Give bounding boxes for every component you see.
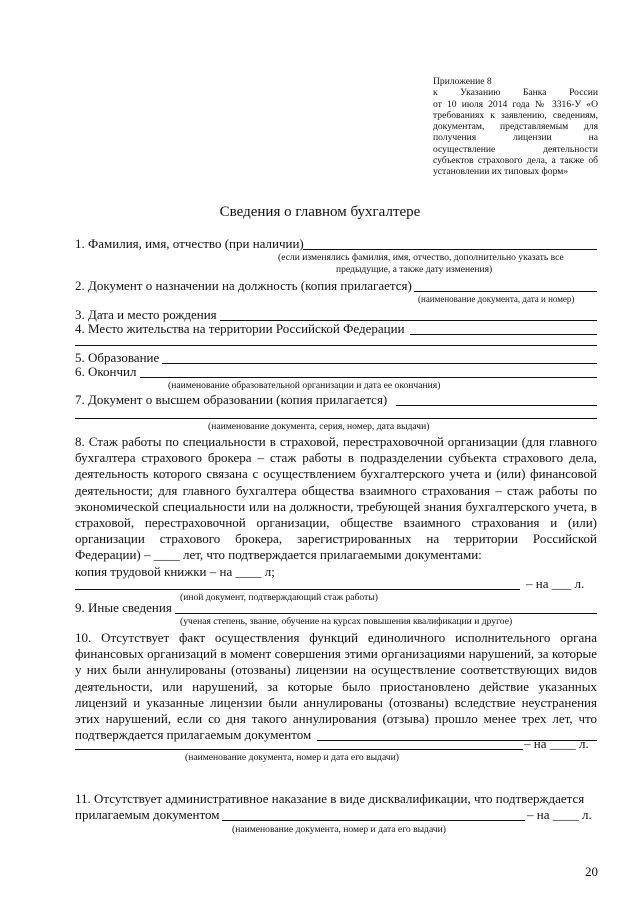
item-8-line: деятельности; для главного бухгалтера общества взаимного страхования – стаж работы по bbox=[75, 482, 597, 498]
item-10-line: у них были аннулированы (отозваны) лицензии на осуществление соответствующих видов bbox=[75, 662, 597, 678]
item-4-label: 4. Место жительства на территории Российской Федерации bbox=[75, 321, 405, 336]
item-7-label: 7. Документ о высшем образовании (копия прилагается) bbox=[75, 392, 388, 407]
item-10-line: этих нарушений, если со дня такого аннулирования (отзыва) прошло менее трех лет, что bbox=[75, 711, 597, 727]
item-3-label: 3. Дата и место рождения bbox=[75, 307, 217, 322]
item-10-line: финансовых организаций в момент совершения этими организациями нарушений, за которые bbox=[75, 646, 597, 662]
item-8-line: бухгалтера страхового брокера – стаж работы в подразделении субъекта страхового дела, bbox=[75, 450, 597, 466]
item-10-line: лицензий и указанные лицензии были аннулированы (отозваны) вследствие неустранения bbox=[75, 694, 597, 710]
item-2-label: 2. Документ о назначении на должность (копия прилагается) bbox=[75, 278, 412, 293]
page-title: Сведения о главном бухгалтере bbox=[219, 204, 421, 220]
item-7-hint: (наименование документа, серия, номер, дата выдачи) bbox=[208, 421, 430, 432]
item-11-label: 11. Отсутствует административное наказание в виде дисквалификации, что подтверждается bbox=[75, 791, 585, 806]
appendix-line: осуществление деятельности bbox=[433, 143, 598, 155]
item-4-field-extra[interactable] bbox=[75, 345, 597, 346]
item-1-field[interactable] bbox=[303, 249, 597, 250]
item-10-sheets: – на ____ л. bbox=[524, 736, 589, 751]
item-9-field[interactable] bbox=[175, 613, 597, 614]
appendix-line: от 10 июля 2014 года № 3316-У «О bbox=[433, 98, 598, 110]
item-7-field[interactable] bbox=[396, 405, 597, 406]
item-10-line: подтверждается прилагаемым документом bbox=[75, 727, 312, 743]
item-2-hint: (наименование документа, дата и номер) bbox=[418, 294, 575, 304]
item-8-line: Федерации) – ____ лет, что подтверждается прилагаемыми документами: bbox=[75, 547, 482, 563]
item-1-hint: (если изменялись фамилия, имя, отчество, дополнительно указать все bbox=[278, 252, 564, 263]
item-4-field[interactable] bbox=[410, 334, 597, 335]
appendix-header bbox=[433, 76, 598, 178]
item-10-paragraph bbox=[75, 630, 597, 743]
appendix-line: получения лицензии на bbox=[433, 132, 598, 144]
item-11-hint: (наименование документа, номер и дата его выдачи) bbox=[232, 824, 446, 835]
item-6-field[interactable] bbox=[140, 377, 597, 378]
page-number: 20 bbox=[585, 864, 598, 879]
item-6-hint: (наименование образовательной организации и дата ее окончания) bbox=[168, 380, 441, 391]
item-11-label-2: прилагаемым документом bbox=[75, 807, 220, 822]
item-2-field[interactable] bbox=[414, 291, 597, 292]
appendix-line: установлении их типовых форм» bbox=[433, 166, 569, 178]
item-9-label: 9. Иные сведения bbox=[75, 600, 172, 615]
item-8-copy-label: копия трудовой книжки – на ____ л; bbox=[75, 564, 275, 579]
item-8-line: организации страхового брокера, зарегистрированных на территории Российской bbox=[75, 531, 597, 547]
appendix-line: субъектов страхового дела, а также об bbox=[433, 155, 598, 167]
appendix-line: документам, представляемым для bbox=[433, 121, 598, 133]
item-6-label: 6. Окончил bbox=[75, 364, 137, 379]
item-11-field[interactable] bbox=[222, 820, 525, 821]
appendix-line: к Указанию Банка России bbox=[433, 87, 598, 99]
item-7-field-extra[interactable] bbox=[75, 418, 597, 419]
item-9-hint: (ученая степень, звание, обучение на курсах повышения квалификации и другое) bbox=[180, 616, 513, 627]
item-1-hint: предыдущие, а также дату изменения) bbox=[336, 264, 493, 275]
item-8-line: экономической специальности или на должности, требующей знания бухгалтерского учета, в bbox=[75, 498, 597, 514]
item-8-line: страховой, перестраховочной организации, обществе взаимного страхования и (или) bbox=[75, 515, 597, 531]
item-8-hint: (иной документ, подтверждающий стаж работы) bbox=[180, 592, 378, 603]
item-8-sheets: – на ___ л. bbox=[526, 576, 585, 591]
appendix-line: требованиях к заявлению, сведениям, bbox=[433, 109, 598, 121]
item-8-line: 8. Стаж работы по специальности в страховой, перестраховочной организации (для главного bbox=[75, 434, 597, 449]
item-10-line: деятельности, или нарушений, за которые было приостановлено действие указанных bbox=[75, 678, 597, 694]
item-8-doc-field[interactable] bbox=[75, 589, 520, 590]
appendix-line: Приложение 8 bbox=[433, 76, 492, 87]
item-5-label: 5. Образование bbox=[75, 350, 160, 365]
item-10-hint: (наименование документа, номер и дата его выдачи) bbox=[185, 752, 399, 763]
item-10-field-extra[interactable] bbox=[75, 749, 523, 750]
item-1-label: 1. Фамилия, имя, отчество (при наличии) bbox=[75, 236, 304, 251]
item-11-sheets: – на ____ л. bbox=[527, 807, 592, 822]
item-10-line: 10. Отсутствует факт осуществления функций единоличного исполнительного органа bbox=[75, 630, 597, 645]
item-8-paragraph bbox=[75, 434, 597, 564]
item-8-line: деятельность которого связана с осуществлением бухгалтерского учета и (или) финансовой bbox=[75, 466, 597, 482]
